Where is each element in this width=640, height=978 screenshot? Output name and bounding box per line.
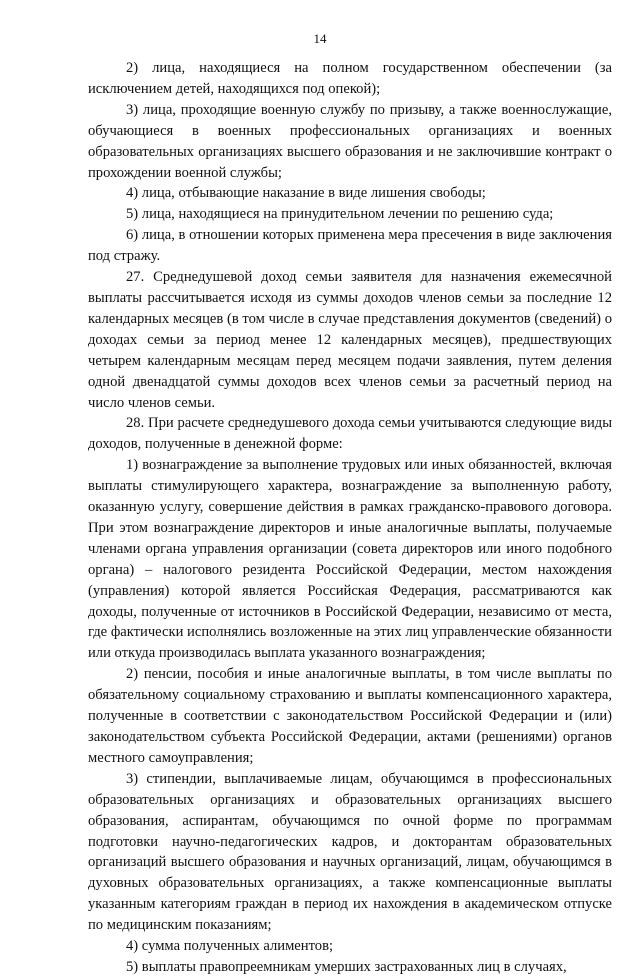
paragraph-clause-27: 27. Среднедушевой доход семьи заявителя для назначения ежемесячной выплаты рассчитывается исходя из суммы доходов членов семьи за последние 12 календарных месяцев (в том числе в случае представления документов (сведений) о доходах семьи за период менее 12 календарных месяцев), предшествующих четырем календарным месяцам перед месяцем подачи заявления, путем деления одной двенадцатой суммы доходов всех членов семьи за расчетный период на число членов семьи.: [88, 269, 612, 411]
paragraph-income-5: 5) выплаты правопреемникам умерших застрахованных лиц в случаях,: [126, 958, 567, 975]
paragraph-item-6: 6) лица, в отношении которых применена мера пресечения в виде заключения под стражу.: [88, 227, 612, 265]
paragraph-clause-28: 28. При расчете среднедушевого дохода семьи учитываются следующие виды доходов, полученные в денежной форме:: [88, 415, 612, 453]
document-body: [88, 58, 612, 978]
paragraph-item-2: 2) лица, находящиеся на полном государственном обеспечении (за исключением детей, находящихся под опекой);: [88, 60, 612, 97]
paragraph-income-3: 3) стипендии, выплачиваемые лицам, обучающимся в профессиональных образовательных организациях и образовательных организациях высшего образования, аспирантам, обучающимся по очной форме по программам подготовки научно-педагогических кадров, и докторантам образовательных организаций высшего образования и научных организаций, лицам, обучающимся в духовных образовательных организациях, а также компенсационные выплаты указанным категориям граждан в период их нахождения в академическом отпуске по медицинским показаниям;: [88, 770, 612, 934]
paragraph-item-5: 5) лица, находящиеся на принудительном лечении по решению суда;: [126, 206, 554, 223]
paragraph-income-4: 4) сумма полученных алиментов;: [126, 938, 334, 955]
paragraph-income-1: 1) вознаграждение за выполнение трудовых или иных обязанностей, включая выплаты стимулирующего характера, вознаграждение за выполненную работу, оказанную услугу, совершение действия в рамках гражданско-правового договора. При этом вознаграждение директоров и иные аналогичные выплаты, получаемые членами органа управления организации (совета директоров или иного подобного органа) – налогового резидента Российской Федерации, местом нахождения (управления) которой является Российская Федерация, рассматриваются как доходы, полученные от источников в Российской Федерации, независимо от места, где фактически исполнялись возложенные на этих лиц управленческие обязанности или откуда производилась выплата указанного вознаграждения;: [88, 457, 612, 662]
paragraph-item-3: 3) лица, проходящие военную службу по призыву, а также военнослужащие, обучающиеся в военных профессиональных организациях и военных образовательных организациях высшего образования и не заключившие контракт о прохождении военной службы;: [88, 101, 612, 181]
paragraph-item-4: 4) лица, отбывающие наказание в виде лишения свободы;: [126, 185, 486, 202]
paragraph-income-2: 2) пенсии, пособия и иные аналогичные выплаты, в том числе выплаты по обязательному социальному страхованию и выплаты компенсационного характера, полученные в соответствии с законодательством Российской Федерации и (или) законодательством субъекта Российской Федерации, актами (решениями) органов местного самоуправления;: [88, 666, 612, 766]
page-number: 14: [313, 31, 327, 46]
